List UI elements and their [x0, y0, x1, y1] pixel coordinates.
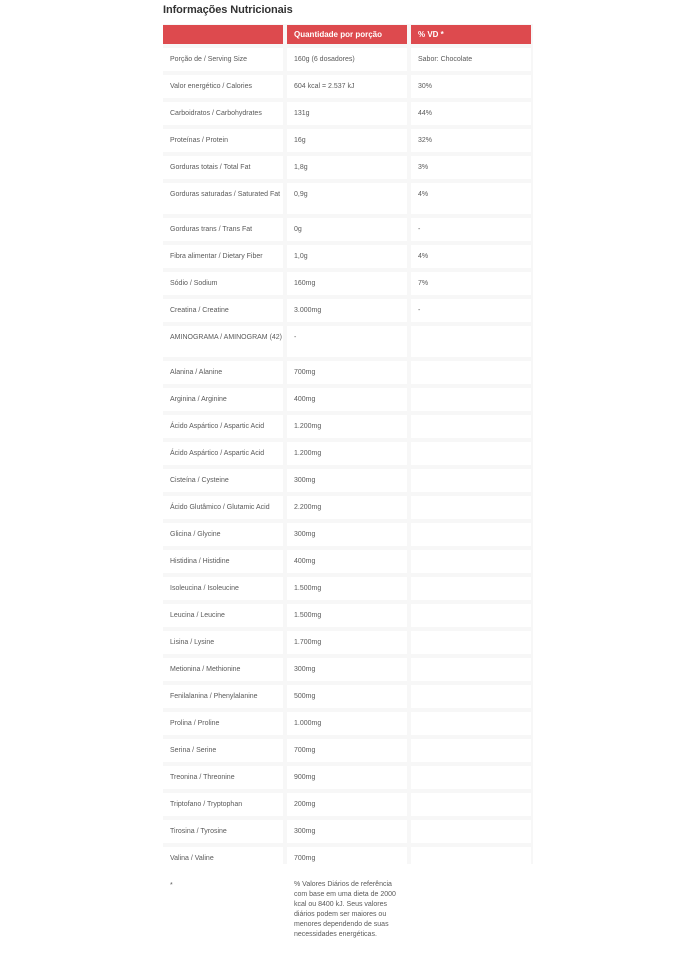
- nutrient-cell: [163, 793, 283, 816]
- table-row: [163, 102, 531, 125]
- daily-value-cell: [411, 245, 531, 268]
- cell-text: Fenilalanina / Phenylalanine: [170, 693, 258, 700]
- quantity-cell: [287, 299, 407, 322]
- quantity-cell: [287, 631, 407, 654]
- cell-text: [418, 415, 531, 427]
- quantity-cell: [287, 604, 407, 627]
- daily-value-cell: [411, 48, 531, 71]
- cell-text: 900mg: [294, 774, 316, 781]
- cell-text: 160mg: [294, 280, 316, 287]
- nutrient-cell: [163, 326, 283, 357]
- table-row: [163, 469, 531, 492]
- cell-text: 0,9g: [294, 191, 308, 198]
- cell-text: 4%: [418, 191, 429, 198]
- quantity-cell: [287, 469, 407, 492]
- cell-text: Leucina / Leucine: [170, 612, 225, 619]
- nutrient-cell: [163, 75, 283, 98]
- cell-text: 1,0g: [294, 253, 308, 260]
- cell-text: Isoleucina / Isoleucine: [170, 585, 239, 592]
- daily-value-cell: [411, 631, 531, 654]
- cell-text: Ácido Glutâmico / Glutamic Acid: [170, 504, 270, 511]
- quantity-cell: [287, 361, 407, 384]
- cell-text: -: [418, 307, 421, 314]
- nutrient-cell: [163, 685, 283, 708]
- cell-text: [418, 550, 531, 562]
- quantity-cell: [287, 793, 407, 816]
- cell-text: 700mg: [294, 855, 316, 862]
- cell-text: [418, 874, 531, 886]
- table-row: [163, 847, 531, 870]
- cell-text: Carboidratos / Carbohydrates: [170, 110, 262, 117]
- nutrient-cell: [163, 523, 283, 546]
- cell-text: 1.200mg: [294, 450, 322, 457]
- cell-text: 700mg: [294, 747, 316, 754]
- table-row: [163, 245, 531, 268]
- cell-text: [418, 631, 531, 643]
- daily-value-cell: [411, 685, 531, 708]
- cell-text: 1.000mg: [294, 720, 322, 727]
- daily-value-cell: [411, 874, 531, 958]
- table-row: [163, 739, 531, 762]
- cell-text: [418, 496, 531, 508]
- nutrition-table: [159, 21, 535, 962]
- cell-text: Serina / Serine: [170, 747, 217, 754]
- page-title: Informações Nutricionais: [163, 4, 293, 16]
- daily-value-cell: [411, 272, 531, 295]
- quantity-cell: [287, 658, 407, 681]
- quantity-cell: [287, 685, 407, 708]
- table-row: [163, 577, 531, 600]
- table-row: [163, 183, 531, 214]
- cell-text: 0g: [294, 226, 302, 233]
- table-row: [163, 218, 531, 241]
- cell-text: 604 kcal = 2.537 kJ: [294, 83, 355, 90]
- quantity-cell: [287, 415, 407, 438]
- cell-text: Cisteína / Cysteine: [170, 477, 229, 484]
- nutrient-cell: [163, 272, 283, 295]
- nutrient-cell: [163, 361, 283, 384]
- table-row: [163, 793, 531, 816]
- nutrient-cell: [163, 496, 283, 519]
- cell-text: Prolina / Proline: [170, 720, 220, 727]
- cell-text: 500mg: [294, 693, 316, 700]
- quantity-cell: [287, 388, 407, 411]
- cell-text: 131g: [294, 110, 310, 117]
- nutrient-cell: [163, 631, 283, 654]
- table-row: [163, 766, 531, 789]
- quantity-cell: [287, 218, 407, 241]
- daily-value-cell: [411, 442, 531, 465]
- daily-value-cell: [411, 129, 531, 152]
- table-row: [163, 48, 531, 71]
- nutrient-cell: [163, 102, 283, 125]
- daily-value-cell: [411, 739, 531, 762]
- nutrient-cell: [163, 874, 283, 958]
- daily-value-cell: [411, 847, 531, 870]
- cell-text: [418, 847, 531, 859]
- table-row: [163, 874, 531, 958]
- header-cell-quantity: Quantidade por porção: [287, 25, 407, 44]
- cell-text: Gorduras totais / Total Fat: [170, 164, 251, 171]
- cell-text: Sabor: Chocolate: [418, 56, 473, 63]
- cell-text: [418, 361, 531, 373]
- nutrient-cell: [163, 442, 283, 465]
- table-row: [163, 442, 531, 465]
- nutrient-cell: [163, 48, 283, 71]
- daily-value-cell: [411, 183, 531, 214]
- table-row: [163, 658, 531, 681]
- nutrient-cell: [163, 604, 283, 627]
- quantity-cell: [287, 523, 407, 546]
- cell-text: 30%: [418, 83, 433, 90]
- cell-text: 16g: [294, 137, 306, 144]
- cell-text: Tirosina / Tyrosine: [170, 828, 227, 835]
- daily-value-cell: [411, 388, 531, 411]
- cell-text: 700mg: [294, 369, 316, 376]
- cell-text: [418, 685, 531, 697]
- daily-value-cell: [411, 415, 531, 438]
- quantity-cell: [287, 442, 407, 465]
- table-row: [163, 299, 531, 322]
- quantity-cell: [287, 712, 407, 735]
- daily-value-cell: [411, 469, 531, 492]
- daily-value-cell: [411, 577, 531, 600]
- cell-text: 32%: [418, 137, 433, 144]
- table-header-row: [163, 25, 531, 44]
- daily-value-cell: [411, 658, 531, 681]
- cell-text: 1.500mg: [294, 612, 322, 619]
- table-row: [163, 129, 531, 152]
- header-cell-nutrient: [163, 25, 283, 44]
- cell-text: Ácido Aspártico / Aspartic Acid: [170, 450, 265, 457]
- table-row: [163, 712, 531, 735]
- table-row: [163, 604, 531, 627]
- cell-text: 300mg: [294, 531, 316, 538]
- cell-text: 2.200mg: [294, 504, 322, 511]
- cell-text: 7%: [418, 280, 429, 287]
- nutrient-cell: [163, 415, 283, 438]
- nutrient-cell: [163, 658, 283, 681]
- nutrient-cell: [163, 299, 283, 322]
- daily-value-cell: [411, 523, 531, 546]
- cell-text: [418, 469, 531, 481]
- nutrient-cell: [163, 577, 283, 600]
- quantity-cell: [287, 48, 407, 71]
- quantity-cell: [287, 129, 407, 152]
- cell-text: % Valores Diários de referência com base em uma dieta de 2000 kcal ou 8400 kJ. Seus valores diários podem ser maiores ou menores dependendo de suas necessidades energéticas.: [294, 881, 396, 938]
- cell-text: Triptofano / Tryptophan: [170, 801, 243, 808]
- table-row: [163, 685, 531, 708]
- cell-text: Treonina / Threonine: [170, 774, 235, 781]
- header-cell-daily-value: % VD *: [411, 25, 531, 44]
- nutrient-cell: [163, 550, 283, 573]
- cell-text: Alanina / Alanine: [170, 369, 223, 376]
- nutrient-cell: [163, 820, 283, 843]
- cell-text: [418, 523, 531, 535]
- nutrient-cell: [163, 218, 283, 241]
- cell-text: [418, 577, 531, 589]
- cell-text: [418, 712, 531, 724]
- daily-value-cell: [411, 550, 531, 573]
- table-row: [163, 820, 531, 843]
- quantity-cell: [287, 847, 407, 870]
- table-row: [163, 326, 531, 357]
- table-row: [163, 415, 531, 438]
- daily-value-cell: [411, 496, 531, 519]
- cell-text: Histidina / Histidine: [170, 558, 230, 565]
- quantity-cell: [287, 272, 407, 295]
- cell-text: 200mg: [294, 801, 316, 808]
- quantity-cell: [287, 102, 407, 125]
- table-row: [163, 550, 531, 573]
- table-row: [163, 631, 531, 654]
- cell-text: [418, 739, 531, 751]
- nutrient-cell: [163, 129, 283, 152]
- daily-value-cell: [411, 326, 531, 357]
- cell-text: [418, 820, 531, 832]
- cell-text: 300mg: [294, 477, 316, 484]
- cell-text: Creatina / Creatine: [170, 307, 229, 314]
- cell-text: 400mg: [294, 558, 316, 565]
- cell-text: 160g (6 dosadores): [294, 56, 355, 63]
- cell-text: Porção de / Serving Size: [170, 56, 248, 63]
- daily-value-cell: [411, 604, 531, 627]
- table-row: [163, 272, 531, 295]
- quantity-cell: [287, 326, 407, 357]
- cell-text: Arginina / Arginine: [170, 396, 227, 403]
- nutrient-cell: [163, 766, 283, 789]
- daily-value-cell: [411, 820, 531, 843]
- cell-text: -: [418, 226, 421, 233]
- cell-text: AMINOGRAMA / AMINOGRAM (42): [170, 334, 283, 341]
- cell-text: Gorduras trans / Trans Fat: [170, 226, 253, 233]
- cell-text: Ácido Aspártico / Aspartic Acid: [170, 423, 265, 430]
- cell-text: [418, 442, 531, 454]
- daily-value-cell: [411, 102, 531, 125]
- cell-text: Lisina / Lysine: [170, 639, 215, 646]
- daily-value-cell: [411, 299, 531, 322]
- daily-value-cell: [411, 156, 531, 179]
- cell-text: 44%: [418, 110, 433, 117]
- cell-text: *: [170, 882, 173, 889]
- cell-text: Valina / Valine: [170, 855, 214, 862]
- cell-text: [418, 793, 531, 805]
- cell-text: 3.000mg: [294, 307, 322, 314]
- table-row: [163, 156, 531, 179]
- daily-value-cell: [411, 793, 531, 816]
- nutrient-cell: [163, 388, 283, 411]
- cell-text: 300mg: [294, 828, 316, 835]
- nutrient-cell: [163, 739, 283, 762]
- daily-value-cell: [411, 766, 531, 789]
- cell-text: [418, 766, 531, 778]
- cell-text: [418, 326, 531, 338]
- cell-text: [418, 604, 531, 616]
- cell-text: Metionina / Methionine: [170, 666, 241, 673]
- cell-text: Valor energético / Calories: [170, 83, 252, 90]
- quantity-cell: [287, 75, 407, 98]
- quantity-cell: [287, 183, 407, 214]
- cell-text: 3%: [418, 164, 429, 171]
- table-row: [163, 388, 531, 411]
- table-row: [163, 75, 531, 98]
- cell-text: 1.700mg: [294, 639, 322, 646]
- daily-value-cell: [411, 712, 531, 735]
- cell-text: 1.500mg: [294, 585, 322, 592]
- quantity-cell: [287, 577, 407, 600]
- nutrient-cell: [163, 712, 283, 735]
- quantity-cell: [287, 496, 407, 519]
- daily-value-cell: [411, 361, 531, 384]
- daily-value-cell: [411, 218, 531, 241]
- cell-text: 300mg: [294, 666, 316, 673]
- cell-text: [418, 388, 531, 400]
- quantity-cell: [287, 739, 407, 762]
- cell-text: Gorduras saturadas / Saturated Fat: [170, 191, 281, 198]
- nutrient-cell: [163, 847, 283, 870]
- cell-text: [418, 658, 531, 670]
- quantity-cell: [287, 156, 407, 179]
- quantity-cell: [287, 766, 407, 789]
- quantity-cell: [287, 874, 407, 958]
- cell-text: Fibra alimentar / Dietary Fiber: [170, 253, 263, 260]
- cell-text: 400mg: [294, 396, 316, 403]
- nutrient-cell: [163, 183, 283, 214]
- cell-text: -: [294, 334, 297, 341]
- nutrient-cell: [163, 156, 283, 179]
- table-row: [163, 361, 531, 384]
- cell-text: Sódio / Sodium: [170, 280, 218, 287]
- nutrient-cell: [163, 245, 283, 268]
- cell-text: Proteínas / Protein: [170, 137, 228, 144]
- cell-text: 1,8g: [294, 164, 308, 171]
- cell-text: 4%: [418, 253, 429, 260]
- cell-text: Glicina / Glycine: [170, 531, 221, 538]
- quantity-cell: [287, 245, 407, 268]
- table-row: [163, 496, 531, 519]
- table-row: [163, 523, 531, 546]
- cell-text: 1.200mg: [294, 423, 322, 430]
- nutrient-cell: [163, 469, 283, 492]
- quantity-cell: [287, 820, 407, 843]
- quantity-cell: [287, 550, 407, 573]
- daily-value-cell: [411, 75, 531, 98]
